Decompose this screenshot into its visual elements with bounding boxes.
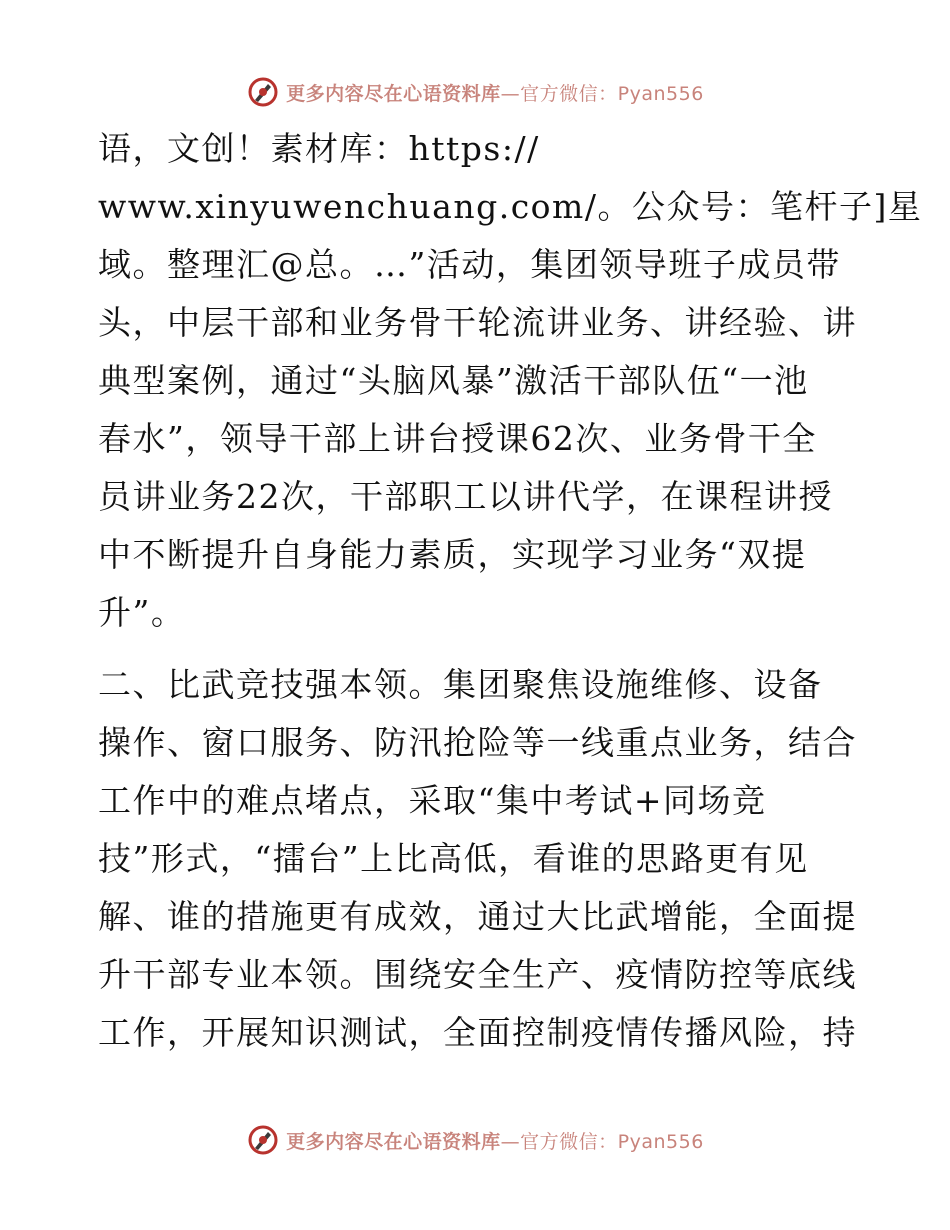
text-line: 技”形式，“擂台”上比高低，看谁的思路更有见 xyxy=(98,839,809,878)
header-banner-title: 更多内容尽在心语资料库 xyxy=(286,82,501,105)
text-line: 典型案例，通过“头脑风暴”激活干部队伍“一池 xyxy=(98,361,809,400)
footer-banner-title: 更多内容尽在心语资料库 xyxy=(286,1130,501,1153)
text-line: 春水”，领导干部上讲台授课62次、业务骨干全 xyxy=(98,419,817,458)
text-line: www.xinyuwenchuang.com/。公众号：笔杆子]星 xyxy=(98,187,923,226)
text-line: 语，文创！素材库：https:// xyxy=(98,129,540,168)
paragraph-2 xyxy=(98,656,858,1062)
text-line: 工作，开展知识测试，全面控制疫情传播风险，持 xyxy=(98,1013,857,1052)
text-line: 域。整理汇@总。…”活动，集团领导班子成员带 xyxy=(98,245,841,284)
text-line: 升”。 xyxy=(98,593,186,632)
text-line: 头，中层干部和业务骨干轮流讲业务、讲经验、讲 xyxy=(98,303,857,342)
paragraph-1 xyxy=(98,120,923,642)
header-banner-text xyxy=(286,79,704,106)
footer-banner-text xyxy=(286,1127,704,1154)
text-line: 二、比武竞技强本领。集团聚焦设施维修、设备 xyxy=(98,665,823,704)
xinyu-logo-icon xyxy=(246,1123,280,1157)
paragraph-gap xyxy=(98,642,858,656)
xinyu-logo-icon xyxy=(246,75,280,109)
text-line: 升干部专业本领。围绕安全生产、疫情防控等底线 xyxy=(98,955,857,994)
header-banner-wechat: —官方微信：Pyan556 xyxy=(500,82,704,105)
document-body xyxy=(98,120,923,1062)
text-line: 解、谁的措施更有成效，通过大比武增能，全面提 xyxy=(98,897,857,936)
text-line: 员讲业务22次，干部职工以讲代学，在课程讲授 xyxy=(98,477,833,516)
text-line: 中不断提升自身能力素质，实现学习业务“双提 xyxy=(98,535,807,574)
footer-banner xyxy=(0,1120,950,1160)
footer-banner-wechat: —官方微信：Pyan556 xyxy=(500,1130,704,1153)
text-line: 操作、窗口服务、防汛抢险等一线重点业务，结合 xyxy=(98,723,857,762)
header-banner xyxy=(0,72,950,112)
text-line: 工作中的难点堵点，采取“集中考试+同场竞 xyxy=(98,781,767,820)
